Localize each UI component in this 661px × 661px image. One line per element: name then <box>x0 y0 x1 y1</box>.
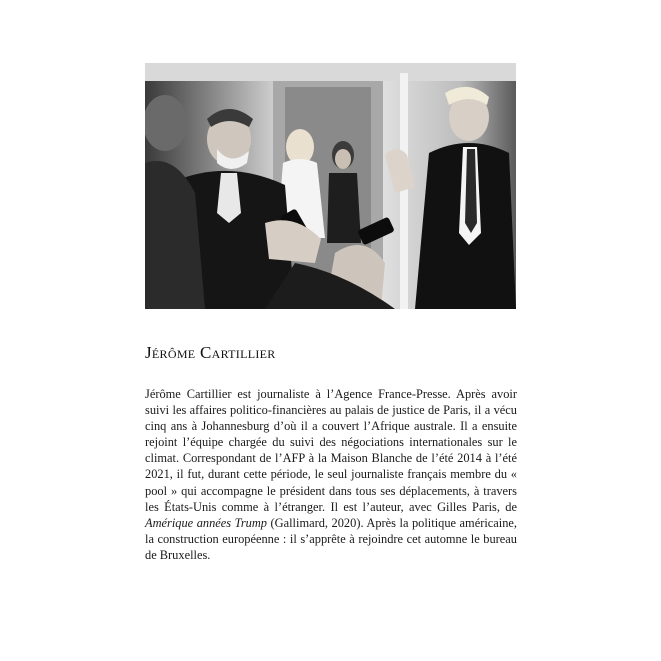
photo-illustration <box>145 63 516 309</box>
bio-text-part1: Jérôme Cartillier est journaliste à l’Agence France-Presse. Après avoir suivi les affaires politico-financières au palais de justice de Paris, il a vécu cinq ans à Johannesburg d’où il a couvert l’Afrique australe. Il a ensuite rejoint l’équipe chargée du suivi des négociations internationales sur le climat. Correspondant de l’AFP à la Maison Blanche de l’été 2014 à l’été 2021, il fut, durant cette période, le seul journaliste français membre du « pool » qui accompagne le président dans tous ses déplacements, à travers les États-Unis comme à l’étranger. Il est l’auteur, avec Gilles Paris, de <box>145 387 517 514</box>
author-bio <box>145 386 517 563</box>
author-photo <box>145 63 516 309</box>
book-title: Amérique années Trump <box>145 515 268 530</box>
bio-text-part2: (Gallimard, 2020). Après la politique américaine, la construction européenne : il s’apprête à rejoindre cet automne le bureau de Bruxelles. <box>145 515 517 562</box>
author-name: Jérôme Cartillier <box>145 343 276 362</box>
